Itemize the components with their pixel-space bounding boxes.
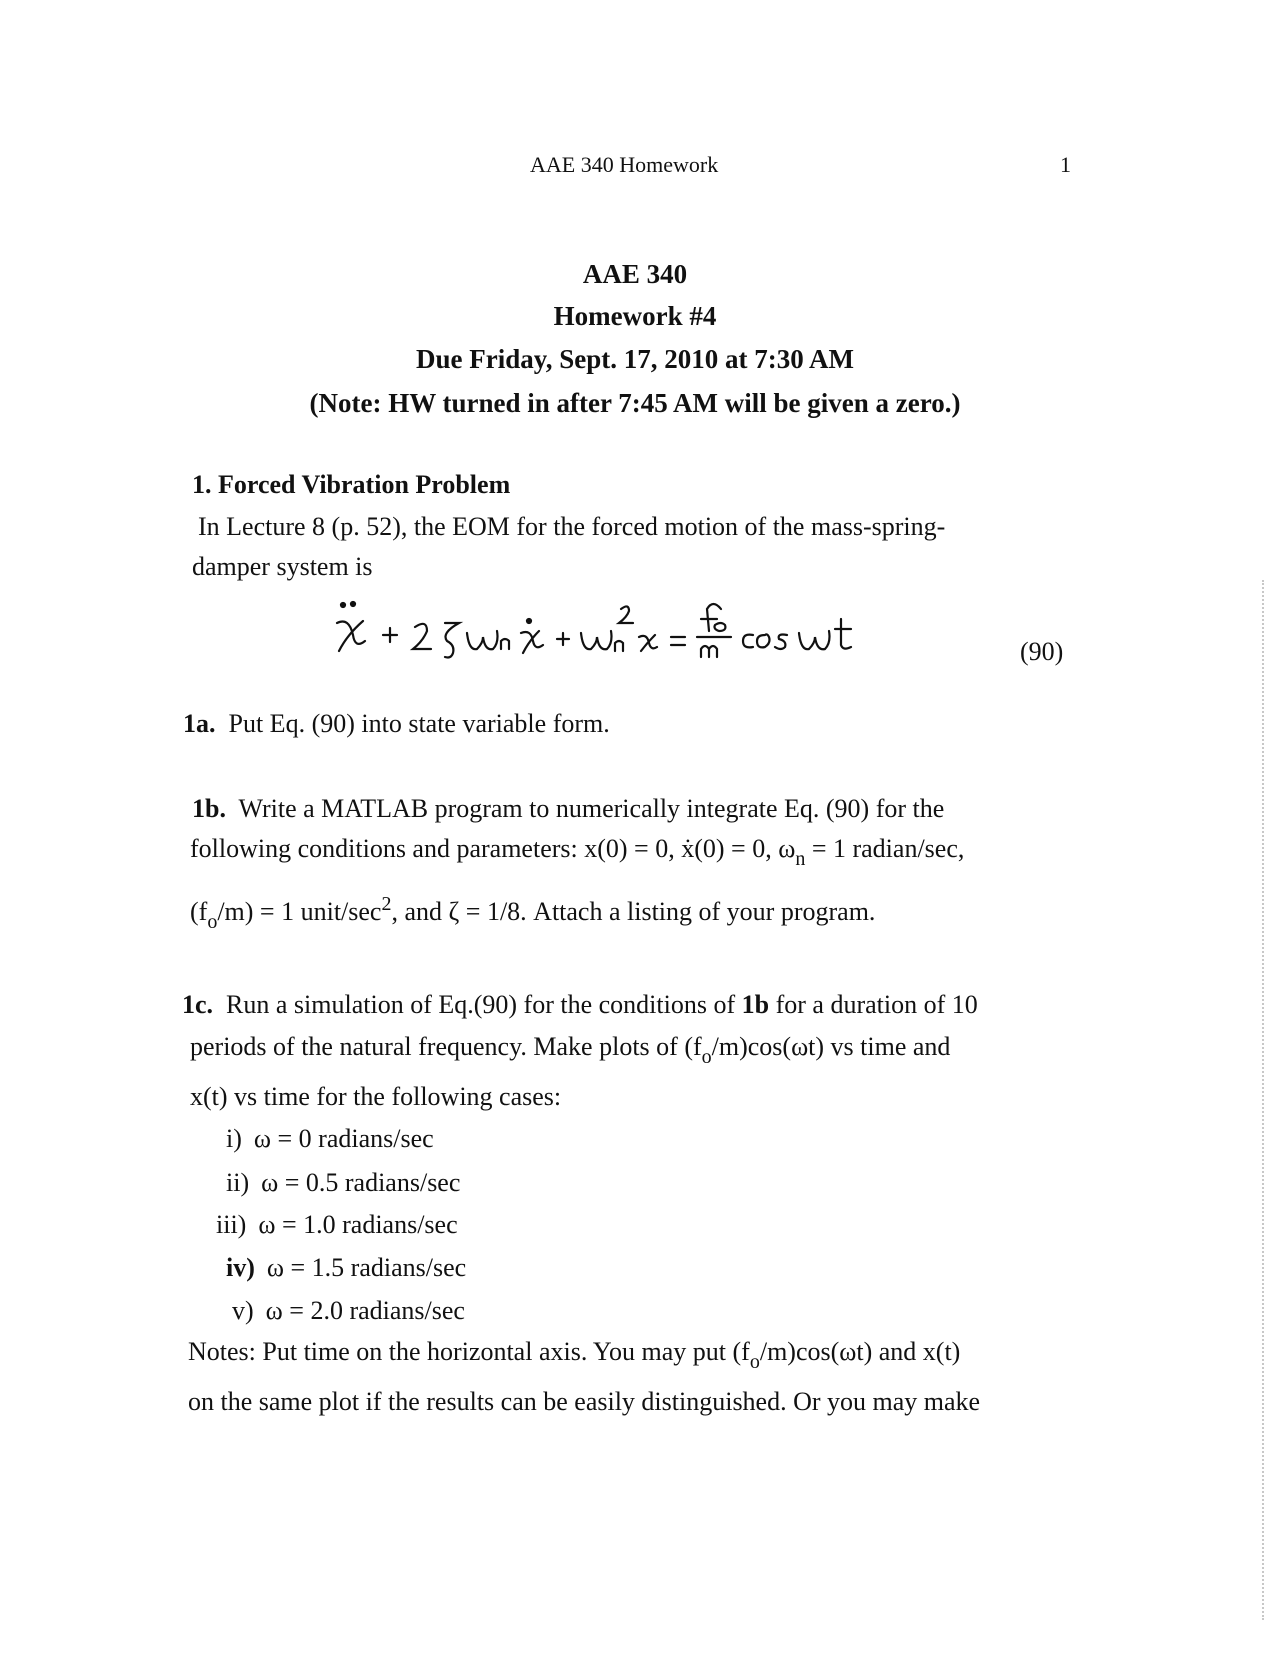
case-label: v) bbox=[232, 1296, 254, 1325]
text-span: , and ζ = 1/8. Attach a listing of your program. bbox=[391, 897, 876, 926]
text-span: Run a simulation of Eq.(90) for the conditions of bbox=[226, 990, 742, 1019]
equation-number: (90) bbox=[1020, 637, 1064, 666]
text-span: following conditions and parameters: x(0) = 0, ẋ(0) = 0, ω bbox=[190, 834, 796, 863]
text-span: /m)cos(ωt) vs time and bbox=[711, 1032, 951, 1061]
case-text: ω = 2.0 radians/sec bbox=[265, 1296, 465, 1325]
text-span: /m) = 1 unit/sec bbox=[217, 897, 382, 926]
running-head: AAE 340 Homework bbox=[530, 152, 719, 177]
subscript: o bbox=[207, 911, 218, 933]
part-1c-line-2 bbox=[190, 1032, 951, 1068]
part-1b-label: 1b. bbox=[192, 794, 226, 823]
late-note: (Note: HW turned in after 7:45 AM will be given a zero.) bbox=[309, 388, 961, 418]
subscript: o bbox=[749, 1351, 760, 1373]
case-text: ω = 1.0 radians/sec bbox=[258, 1210, 458, 1239]
intro-line-1: In Lecture 8 (p. 52), the EOM for the forced motion of the mass-spring- bbox=[198, 512, 946, 541]
case-item bbox=[226, 1253, 466, 1283]
due-date: Due Friday, Sept. 17, 2010 at 7:30 AM bbox=[416, 344, 854, 374]
case-item bbox=[232, 1296, 465, 1326]
text-span: Notes: Put time on the horizontal axis. You may put (f bbox=[188, 1337, 750, 1366]
section-heading: 1. Forced Vibration Problem bbox=[192, 470, 511, 499]
text-span: = 1 radian/sec, bbox=[805, 834, 965, 863]
case-text: ω = 0 radians/sec bbox=[253, 1124, 434, 1153]
case-label: i) bbox=[226, 1124, 242, 1153]
part-1c-line-1 bbox=[182, 990, 978, 1020]
intro-line-2: damper system is bbox=[192, 552, 373, 581]
part-1c-line-3: x(t) vs time for the following cases: bbox=[190, 1082, 562, 1111]
case-item bbox=[226, 1168, 460, 1198]
scan-edge-dots bbox=[1262, 580, 1266, 1620]
text-span: for a duration of 10 bbox=[769, 990, 978, 1019]
case-item bbox=[216, 1210, 458, 1240]
case-label: ii) bbox=[226, 1168, 250, 1197]
course-title: AAE 340 bbox=[582, 259, 688, 289]
text-span: (f bbox=[190, 897, 208, 926]
subscript: o bbox=[701, 1046, 712, 1068]
page-number: 1 bbox=[1060, 152, 1071, 177]
notes-line-1 bbox=[188, 1337, 961, 1373]
part-1a bbox=[183, 709, 610, 739]
case-text: ω = 0.5 radians/sec bbox=[261, 1168, 461, 1197]
part-1c-label: 1c. bbox=[182, 990, 214, 1019]
bold-ref: 1b bbox=[741, 990, 770, 1019]
part-1b-text: Write a MATLAB program to numerically integrate Eq. (90) for the bbox=[238, 794, 945, 823]
notes-line-2: on the same plot if the results can be easily distinguished. Or you may make bbox=[188, 1387, 981, 1416]
assignment-title: Homework #4 bbox=[553, 301, 717, 331]
case-item bbox=[226, 1124, 434, 1154]
handwritten-equation bbox=[335, 595, 895, 675]
superscript: 2 bbox=[381, 893, 392, 915]
text-span: periods of the natural frequency. Make plots of (f bbox=[190, 1032, 702, 1061]
case-label: iv) bbox=[226, 1253, 255, 1282]
text-span: /m)cos(ωt) and x(t) bbox=[759, 1337, 961, 1366]
subscript: n bbox=[795, 848, 806, 870]
part-1a-text: Put Eq. (90) into state variable form. bbox=[228, 709, 610, 738]
part-1b-line-3 bbox=[190, 893, 876, 933]
part-1b-line-2 bbox=[190, 834, 965, 870]
case-text: ω = 1.5 radians/sec bbox=[266, 1253, 467, 1282]
case-label: iii) bbox=[216, 1210, 247, 1239]
part-1b-line-1 bbox=[192, 794, 944, 824]
part-1a-label: 1a. bbox=[183, 709, 216, 738]
